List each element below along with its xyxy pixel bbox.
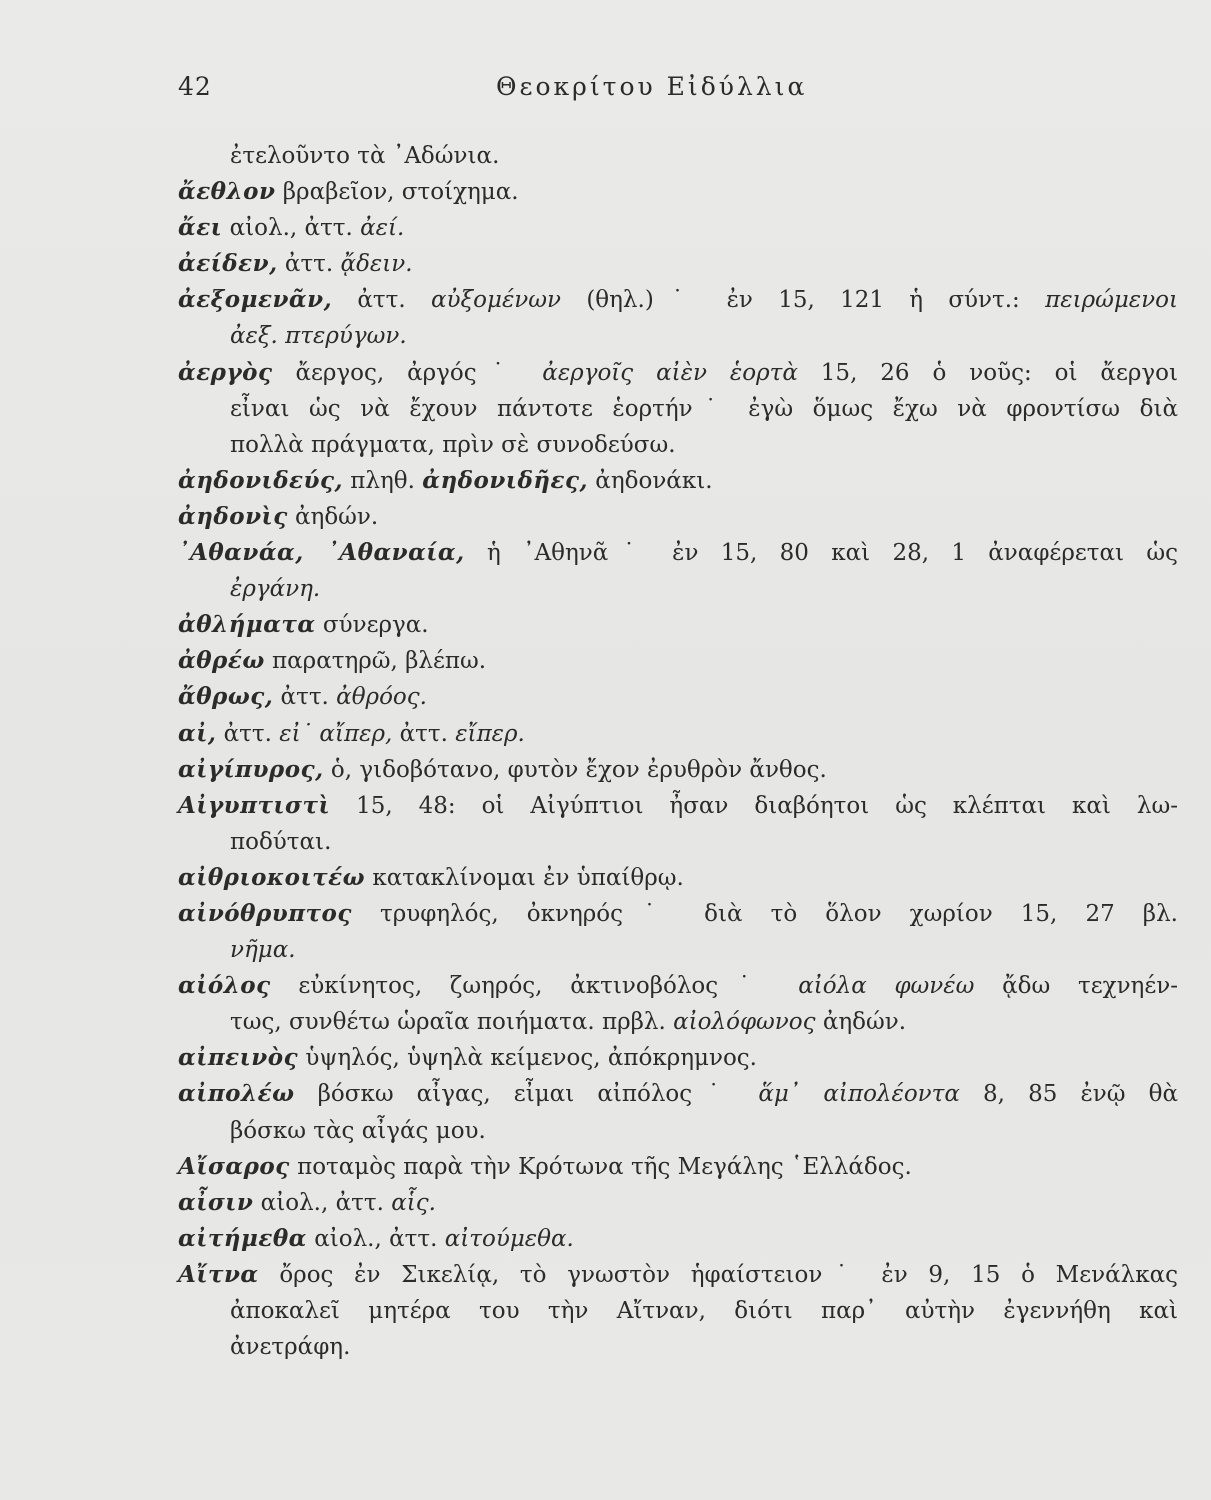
headword: ᾿Αθανάα, ᾿Αθαναία, xyxy=(178,539,465,567)
definition-text: αἰολ., ἀττ. xyxy=(306,1225,445,1252)
italic-text: αἷς. xyxy=(391,1189,436,1216)
entry-aithriokoiteo xyxy=(178,860,1178,896)
entry-aisin xyxy=(178,1185,1178,1221)
definition-text: βραβεῖον, στοίχημα. xyxy=(275,179,519,206)
entry-adonia-cont xyxy=(178,138,1178,174)
definition-text: ἀττ. xyxy=(216,720,280,747)
entry-line xyxy=(178,535,1178,571)
definition-text: αἰολ., ἀττ. xyxy=(222,215,361,242)
definition-text: ᾄδω τεχνηέν- xyxy=(974,973,1179,1000)
headword: ἄεθλον xyxy=(178,178,276,206)
italic-text: ἀεί. xyxy=(360,215,405,242)
definition-text: τως, συνθέτω ὡραῖα ποιήματα. πρβλ. xyxy=(230,1009,674,1036)
entry-aipoleo xyxy=(178,1076,1178,1148)
definition-text: ποταμὸς παρὰ τὴν Κρότωνα τῆς Μεγάλης ῾Ελλάδος. xyxy=(289,1153,912,1180)
entry-line xyxy=(178,1004,1178,1040)
headword: ἀείδεν, xyxy=(178,250,278,278)
headword: ἀθρέω xyxy=(178,647,265,675)
entry-athros xyxy=(178,679,1178,715)
definition-text: πληθ. xyxy=(342,467,423,494)
entry-line xyxy=(178,716,1178,752)
entry-line xyxy=(178,1185,1178,1221)
headword: ἀηδονιδῆες, xyxy=(422,466,588,494)
entry-line xyxy=(178,607,1178,643)
definition-text: 8, 85 ἐνῷ θὰ xyxy=(959,1081,1178,1108)
entry-line xyxy=(178,1113,1178,1149)
entry-line xyxy=(178,282,1178,318)
entry-line xyxy=(178,788,1178,824)
entry-line xyxy=(178,1040,1178,1076)
entry-line xyxy=(178,896,1178,932)
entry-line xyxy=(178,860,1178,896)
definition-text: ἡ ᾿Αθηνᾶ˙ ἐν 15, 80 καὶ 28, 1 ἀναφέρεται ὡς xyxy=(464,540,1178,567)
running-head xyxy=(178,72,1178,112)
entry-ainothryptos xyxy=(178,896,1178,968)
definition-text: ἀττ. xyxy=(277,251,341,278)
headword: Αἴτνα xyxy=(178,1260,259,1288)
entry-line xyxy=(178,391,1178,427)
definition-text: ὁ, γιδοβότανο, φυτὸν ἔχον ἐρυθρὸν ἄνθος. xyxy=(323,756,827,783)
entry-line xyxy=(178,824,1178,860)
italic-text: νῆμα. xyxy=(230,937,296,964)
entry-line xyxy=(178,1329,1178,1365)
headword: αἰτήμεθα xyxy=(178,1224,307,1252)
italic-text: αἰόλα φωνέω xyxy=(798,973,975,1000)
entry-line xyxy=(178,1076,1178,1112)
italic-text: ἅμ᾿ αἰπολέοντα xyxy=(758,1081,960,1108)
entry-aisaros xyxy=(178,1149,1178,1185)
entry-line xyxy=(178,571,1178,607)
entry-line xyxy=(178,1257,1178,1293)
definition-text: αἰολ., ἀττ. xyxy=(253,1189,392,1216)
headword: ἀεργὸς xyxy=(178,358,273,386)
definition-text: πολλὰ πράγματα, πρὶν σὲ συνοδεύσω. xyxy=(230,431,676,458)
running-title: Θεοκρίτου Εἰδύλλια xyxy=(496,72,808,101)
entry-aedonideus xyxy=(178,463,1178,499)
definition-text: τρυφηλός, ὀκνηρός˙ διὰ τὸ ὅλον χωρίον 15, 27 βλ. xyxy=(351,900,1178,927)
entry-line xyxy=(178,643,1178,679)
definition-text: 15, 26 ὁ νοῦς: οἱ ἄεργοι xyxy=(797,359,1178,386)
definition-text: ὄρος ἐν Σικελίᾳ, τὸ γνωστὸν ἡφαίστειον˙ ἐν 9, 15 ὁ Μενάλκας xyxy=(258,1261,1178,1288)
entry-line xyxy=(178,355,1178,391)
definition-text: 15, 48: οἱ Αἰγύπτιοι ἦσαν διαβόητοι ὡς κλέπται καὶ λω- xyxy=(330,792,1178,819)
entry-athlemata xyxy=(178,607,1178,643)
definition-text: ἀττ. xyxy=(273,684,337,711)
definition-text: βόσκω αἶγας, εἶμαι αἰπόλος˙ xyxy=(294,1081,759,1108)
glossary-entries xyxy=(178,138,1178,1365)
definition-text: ἀποκαλεῖ μητέρα του τὴν Αἴτναν, διότι παρ᾿ αὐτὴν ἐγεννήθη καὶ xyxy=(230,1298,1178,1324)
headword: αἰπολέω xyxy=(178,1080,295,1108)
headword: αἰθριοκοιτέω xyxy=(178,863,366,891)
definition-text: ἀηδών. xyxy=(287,503,379,530)
entry-line xyxy=(178,463,1178,499)
italic-text: ᾄδειν. xyxy=(340,251,413,278)
definition-text: ἀττ. xyxy=(332,287,431,314)
italic-text: ἀεργοῖς αἰὲν ἑορτὰ xyxy=(542,359,798,386)
entry-line xyxy=(178,1221,1178,1257)
entry-line xyxy=(178,1149,1178,1185)
entry-line xyxy=(178,1293,1178,1329)
entry-athanaa xyxy=(178,535,1178,607)
definition-text: ποδύται. xyxy=(230,828,332,855)
entry-aergos xyxy=(178,355,1178,463)
headword: ἄθρως, xyxy=(178,683,274,711)
headword: αἰγίπυρος, xyxy=(178,755,324,783)
headword: ἀηδονιδεύς, xyxy=(178,466,343,494)
entry-line xyxy=(178,752,1178,788)
entry-line xyxy=(178,318,1178,354)
entry-aeiden xyxy=(178,246,1178,282)
entry-line xyxy=(178,968,1178,1004)
italic-text: αἰτούμεθα. xyxy=(444,1225,574,1252)
entry-aexomenan xyxy=(178,282,1178,354)
entry-line xyxy=(178,210,1178,246)
entry-aei xyxy=(178,210,1178,246)
italic-text: αἰολόφωνος xyxy=(673,1009,816,1036)
headword: Αἰγυπτιστὶ xyxy=(178,791,331,819)
italic-text: ἀθρόος. xyxy=(336,684,427,711)
entry-line xyxy=(178,174,1178,210)
definition-text: παρατηρῶ, βλέπω. xyxy=(264,648,487,675)
entry-line xyxy=(178,138,1178,174)
definition-text: ἐτελοῦντο τὰ ᾿Αδώνια. xyxy=(230,143,500,169)
headword: ἀεξομενᾶν, xyxy=(178,286,333,314)
headword: αἰνόθρυπτος xyxy=(178,899,352,927)
entry-aiolos xyxy=(178,968,1178,1040)
italic-text: εἰ˙ αἴπερ, xyxy=(279,720,393,747)
entry-line xyxy=(178,246,1178,282)
entry-aedonis xyxy=(178,499,1178,535)
entry-line xyxy=(178,499,1178,535)
entry-aitemetha xyxy=(178,1221,1178,1257)
italic-text: πειρώμενοι xyxy=(1045,287,1178,314)
entry-aitna xyxy=(178,1257,1178,1365)
italic-text: εἴπερ. xyxy=(455,720,525,747)
headword: αἰπεινὸς xyxy=(178,1044,299,1072)
entry-aethlon xyxy=(178,174,1178,210)
definition-text: ἄεργος, ἀργός˙ xyxy=(272,359,543,386)
entry-athreo xyxy=(178,643,1178,679)
headword: ἀηδονὶς xyxy=(178,502,288,530)
entry-aipeinos xyxy=(178,1040,1178,1076)
definition-text: σύνεργα. xyxy=(315,612,429,639)
entry-ai xyxy=(178,716,1178,752)
page-number: 42 xyxy=(178,72,212,101)
italic-text: ἀεξ. πτερύγων. xyxy=(230,323,407,350)
definition-text: ἀνετράφη. xyxy=(230,1334,351,1361)
entry-line xyxy=(178,679,1178,715)
headword: αἶσιν xyxy=(178,1188,254,1216)
entry-line xyxy=(178,932,1178,968)
definition-text: κατακλίνομαι ἐν ὑπαίθρῳ. xyxy=(365,864,684,891)
headword: αἰ, xyxy=(178,719,217,747)
headword: ἄει xyxy=(178,214,223,242)
definition-text: ἀττ. xyxy=(392,720,456,747)
entry-aigipyros xyxy=(178,752,1178,788)
headword: αἰόλος xyxy=(178,972,271,1000)
definition-text: εἶναι ὡς νὰ ἔχουν πάντοτε ἑορτήν˙ ἐγὼ ὅμως ἔχω νὰ φροντίσω διὰ xyxy=(230,395,1178,422)
headword: ἀθλήματα xyxy=(178,611,316,639)
definition-text: βόσκω τὰς αἶγάς μου. xyxy=(230,1117,486,1144)
definition-text: ἀηδονάκι. xyxy=(588,467,713,494)
italic-text: ἐργάνη. xyxy=(230,576,321,603)
entry-line xyxy=(178,427,1178,463)
italic-text: αὐξομένων xyxy=(430,287,562,314)
definition-text: (θηλ.)˙ ἐν 15, 121 ἡ σύντ.: xyxy=(561,287,1046,314)
entry-aigyptisti xyxy=(178,788,1178,860)
headword: Αἴσαρος xyxy=(178,1152,290,1180)
definition-text: ἀηδών. xyxy=(815,1009,907,1036)
definition-text: εὐκίνητος, ζωηρός, ἀκτινοβόλος˙ xyxy=(270,973,799,1000)
definition-text: ὑψηλός, ὑψηλὰ κείμενος, ἀπόκρημνος. xyxy=(298,1045,757,1072)
